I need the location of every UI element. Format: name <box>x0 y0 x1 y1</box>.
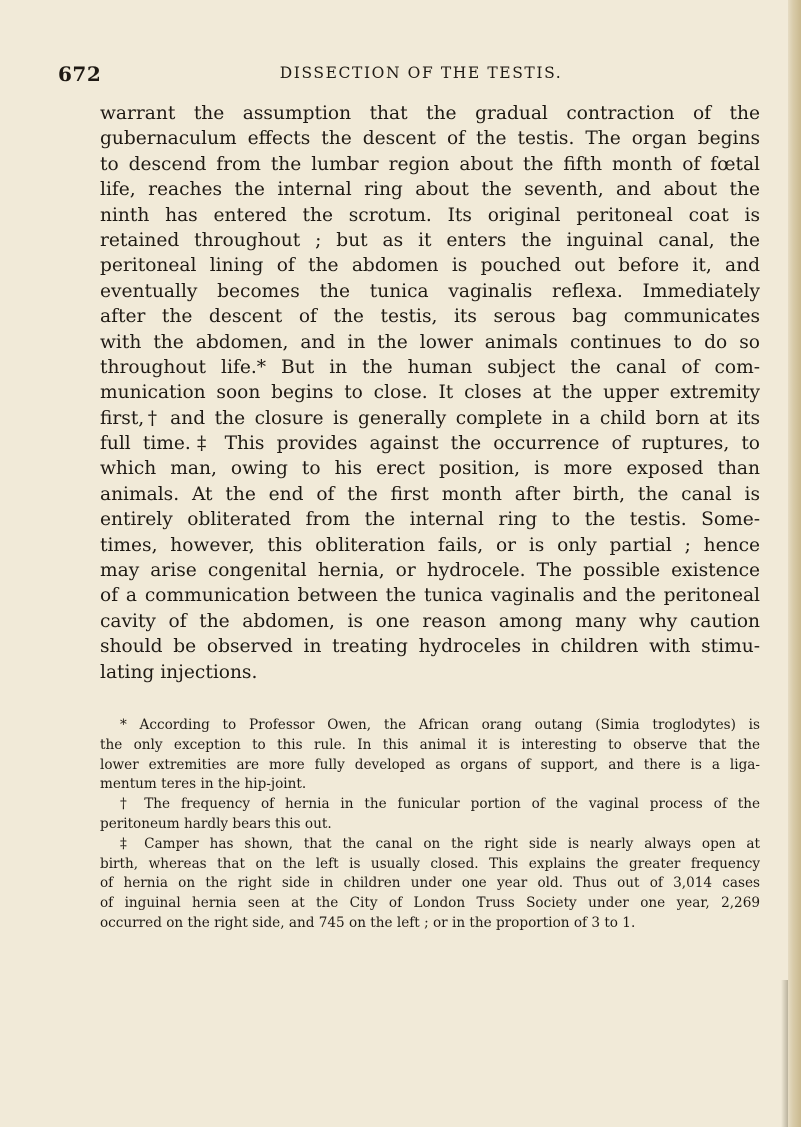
footnote-line: of inguinal hernia seen at the City of London Truss Society under one year, 2,269 <box>100 895 760 912</box>
page-edge <box>788 0 801 1127</box>
footnote-line: mentum teres in the hip-joint. <box>100 776 307 793</box>
footnote-line: peritoneum hardly bears this out. <box>100 815 332 832</box>
body-line: gubernaculum effects the descent of the testis. The organ begins <box>100 128 760 150</box>
body-line: eventually becomes the tunica vaginalis reflexa. Immediately <box>100 280 760 302</box>
body-line: which man, owing to his erect position, is more exposed than <box>100 458 760 480</box>
body-line: munication soon begins to close. It closes at the upper extremity <box>100 382 760 404</box>
body-line: first,† and the closure is generally complete in a child born at its <box>100 407 760 429</box>
body-line: to descend from the lumbar region about the fifth month of fœtal <box>100 153 760 175</box>
footnote-line: ‡ Camper has shown, that the canal on the right side is nearly always open at <box>120 835 760 852</box>
body-line: entirely obliterated from the internal ring to the testis. Some- <box>100 509 760 531</box>
footnote-line: the only exception to this rule. In this animal it is interesting to observe that the <box>100 736 760 753</box>
body-line: times, however, this obliteration fails, or is only partial ; hence <box>100 534 760 556</box>
body-line: cavity of the abdomen, is one reason among many why caution <box>100 610 760 632</box>
body-line: should be observed in treating hydroceles in children with stimu- <box>100 636 760 658</box>
footnote-line: * According to Professor Owen, the African orang outang (Simia troglodytes) is <box>120 717 760 733</box>
body-text <box>100 101 760 685</box>
body-line: peritoneal lining of the abdomen is pouched out before it, and <box>100 255 760 277</box>
footnote-line: birth, whereas that on the left is usually closed. This explains the greater frequency <box>100 855 760 872</box>
page-header <box>58 58 758 88</box>
footnote-line: of hernia on the right side in children under one year old. Thus out of 3,014 cases <box>100 875 760 892</box>
page-number: 672 <box>58 62 102 86</box>
body-line: of a communication between the tunica vaginalis and the peritoneal <box>100 585 760 607</box>
body-line: may arise congenital hernia, or hydrocele. The possible existence <box>100 560 760 582</box>
body-line: lating injections. <box>100 661 258 683</box>
running-head: DISSECTION OF THE TESTIS. <box>279 64 563 82</box>
body-line: with the abdomen, and in the lower animals continues to do so <box>100 331 760 353</box>
body-line: life, reaches the internal ring about the seventh, and about the <box>100 179 760 201</box>
footnote-line: † The frequency of hernia in the funicular portion of the vaginal process of the <box>120 796 760 813</box>
body-line: retained throughout ; but as it enters the inguinal canal, the <box>100 229 760 251</box>
footnotes <box>100 716 760 934</box>
body-line: after the descent of the testis, its serous bag communicates <box>100 306 760 328</box>
footnote-line: lower extremities are more fully developed as organs of support, and there is a liga- <box>100 756 760 773</box>
body-line: throughout life.* But in the human subject the canal of com- <box>100 356 760 378</box>
body-line: warrant the assumption that the gradual contraction of the <box>100 103 760 124</box>
body-line: ninth has entered the scrotum. Its original peritoneal coat is <box>100 204 760 226</box>
body-line: animals. At the end of the first month after birth, the canal is <box>100 483 760 505</box>
body-line: full time.‡ This provides against the occurrence of ruptures, to <box>100 433 760 455</box>
footnote-line: occurred on the right side, and 745 on the left ; or in the proportion of 3 to 1. <box>100 914 636 931</box>
